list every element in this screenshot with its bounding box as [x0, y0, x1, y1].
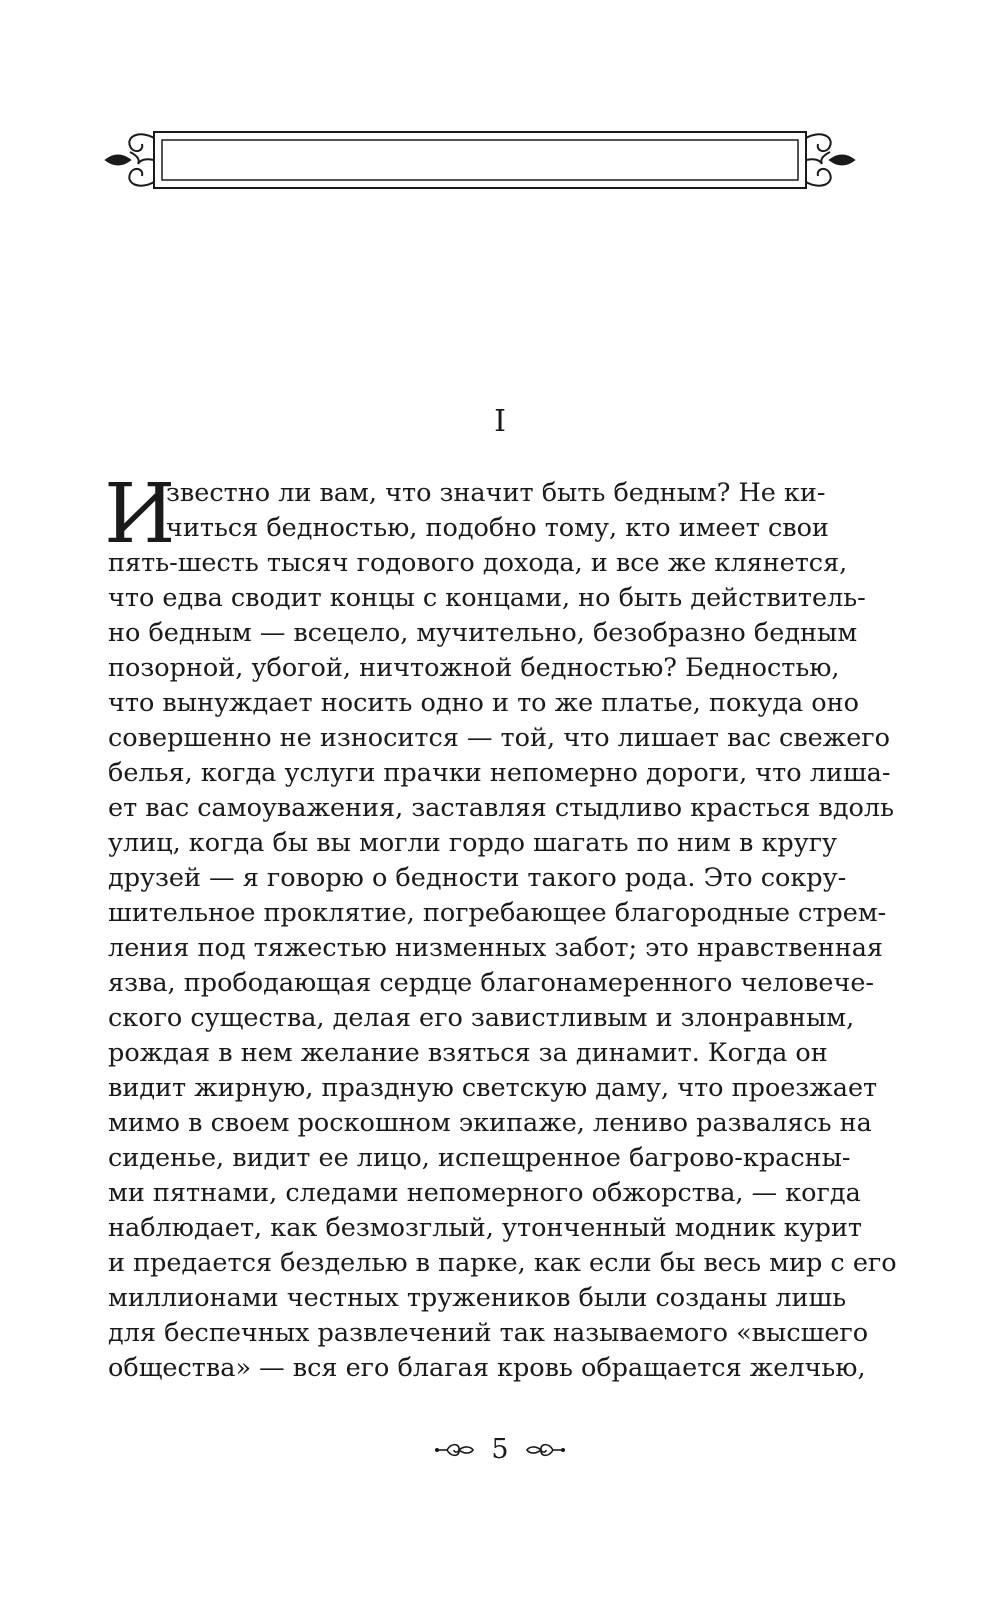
text-line: читься бедностью, подобно тому, кто имеет свои	[166, 513, 829, 543]
text-line: звестно ли вам, что значит быть бедным? Не ки-	[166, 478, 826, 508]
text-line: ми пятнами, следами непомерного обжорства, — когда	[108, 1178, 861, 1208]
text-line: миллионами честных тружеников были созданы лишь	[108, 1283, 847, 1313]
text-line: что едва сводит концы с концами, но быть действитель-	[108, 583, 866, 613]
text-line: белья, когда услуги прачки непомерно дороги, что лиша-	[108, 758, 891, 788]
drop-cap: И	[104, 467, 176, 562]
flourish-right-icon	[523, 1439, 567, 1461]
text-line: шительное проклятие, погребающее благородные стрем-	[108, 898, 887, 928]
page-number: 5	[491, 1434, 509, 1465]
text-line: улиц, когда бы вы могли гордо шагать по ним в кругу	[108, 828, 838, 858]
text-line: сиденье, видит ее лицо, испещренное багрово-красны-	[108, 1143, 851, 1173]
text-line: мимо в своем роскошном экипаже, лениво развалясь на	[108, 1108, 872, 1138]
text-line: пять-шесть тысяч годового дохода, и все же клянется,	[108, 548, 848, 578]
text-line: общества» — вся его благая кровь обращается желчью,	[108, 1353, 866, 1383]
text-line: совершенно не износится — той, что лишает вас свежего	[108, 723, 890, 753]
text-line: друзей — я говорю о бедности такого рода. Это сокру-	[108, 863, 847, 893]
text-line: для беспечных развлечений так называемого «высшего	[108, 1318, 869, 1348]
header-frame-ornament	[100, 128, 860, 198]
text-line: видит жирную, праздную светскую даму, что проезжает	[108, 1073, 878, 1103]
text-line: рождая в нем желание взяться за динамит. Когда он	[108, 1038, 828, 1068]
text-line: ет вас самоуважения, заставляя стыдливо красться вдоль	[108, 793, 894, 823]
body-text	[104, 467, 897, 1386]
text-line: ского существа, делая его завистливым и злонравным,	[108, 1003, 855, 1033]
text-line: ления под тяжестью низменных забот; это нравственная	[108, 933, 884, 963]
text-line: что вынуждает носить одно и то же платье, покуда оно	[108, 688, 859, 718]
flourish-left-icon	[433, 1439, 477, 1461]
text-line: но бедным — всецело, мучительно, безобразно бедным	[108, 618, 858, 648]
text-line: наблюдает, как безмозглый, утонченный модник курит	[108, 1213, 863, 1243]
chapter-number: I	[494, 404, 506, 439]
page-footer	[0, 1430, 1000, 1470]
text-line: и предается безделью в парке, как если бы весь мир с его	[108, 1248, 897, 1278]
text-line: язва, прободающая сердце благонамеренного человече-	[108, 968, 875, 998]
text-line: позорной, убогой, ничтожной бедностью? Бедностью,	[108, 653, 840, 683]
